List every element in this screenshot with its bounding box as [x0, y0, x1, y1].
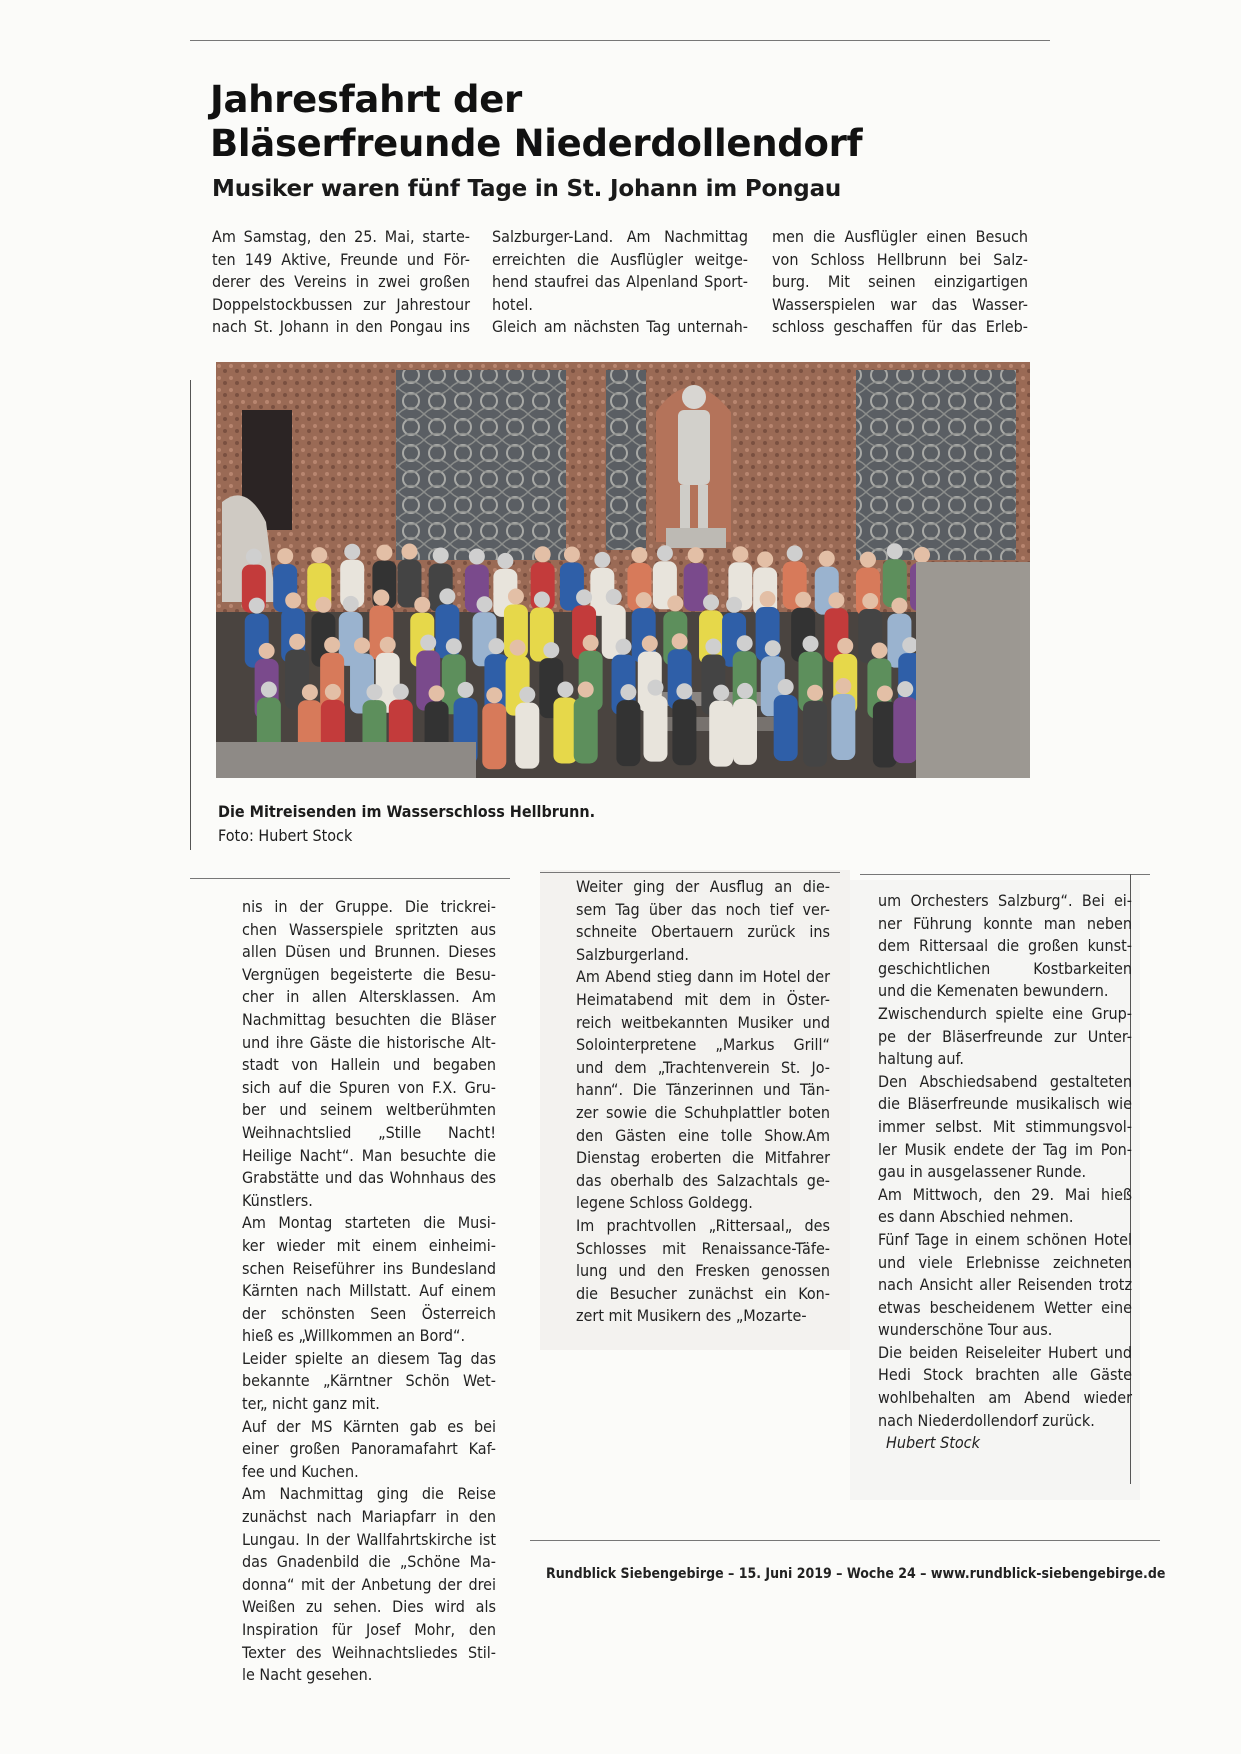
- text-line: geschichtlichen Kostbarkeiten: [878, 958, 1132, 978]
- photo-credit: Foto: Hubert Stock: [218, 826, 353, 845]
- text-line: Heilige Nacht“. Man besuchte die: [242, 1145, 496, 1165]
- footer-line: Rundblick Siebengebirge – 15. Juni 2019 – Woche 24 – www.rundblick-siebengebirge.de: [546, 1566, 1166, 1582]
- body-column-3: [878, 890, 1132, 1455]
- text-line: Gleich am nächsten Tag unternah-: [492, 317, 748, 337]
- text-line: haltung auf.: [878, 1049, 964, 1069]
- text-line: zunächst nach Mariapfarr in den: [242, 1507, 496, 1527]
- text-line: und dem „Trachtenverein St. Jo-: [576, 1057, 830, 1077]
- text-line: immer selbst. Mit stimmungsvol-: [878, 1116, 1132, 1136]
- body-column-2: [576, 876, 830, 1328]
- text-line: Fünf Tage in einem schönen Hotel: [878, 1229, 1132, 1249]
- column-rule: [190, 878, 510, 879]
- text-line: Künstlers.: [242, 1190, 313, 1210]
- subheadline: Musiker waren fünf Tage in St. Johann im Pongau: [212, 176, 842, 202]
- text-line: donna“ mit der Anbetung der drei: [242, 1574, 496, 1594]
- text-line: Auf der MS Kärnten gab es bei: [242, 1416, 496, 1436]
- text-line: burg. Mit seinen einzigartigen: [772, 272, 1028, 292]
- text-line: das Gnadenbild die „Schöne Ma-: [242, 1552, 496, 1572]
- text-line: zer sowie die Schuhplattler boten: [576, 1102, 830, 1122]
- intro-column-3: [772, 226, 1028, 339]
- text-line: ten 149 Aktive, Freunde und För-: [212, 249, 470, 269]
- text-line: Am Mittwoch, den 29. Mai hieß: [878, 1184, 1132, 1204]
- text-line: Kärnten nach Millstatt. Auf einem: [242, 1281, 496, 1301]
- text-line: derer des Vereins in zwei großen: [212, 272, 470, 292]
- text-line: einer großen Panoramafahrt Kaf-: [242, 1439, 496, 1459]
- text-line: etwas bescheidenem Wetter eine: [878, 1297, 1132, 1317]
- text-line: Zwischendurch spielte eine Grup-: [878, 1003, 1132, 1023]
- text-line: Doppelstockbussen zur Jahrestour: [212, 294, 470, 314]
- text-line: und ihre Gäste die historische Alt-: [242, 1032, 496, 1052]
- text-line: pe der Bläserfreunde zur Unter-: [878, 1026, 1132, 1046]
- text-line: Die beiden Reiseleiter Hubert und: [878, 1342, 1132, 1362]
- text-line: nach St. Johann in den Pongau ins: [212, 317, 470, 337]
- headline-line-2: Bläserfreunde Niederdollendorf: [210, 122, 863, 165]
- text-line: le Nacht gesehen.: [242, 1665, 373, 1685]
- text-line: Dienstag eroberten die Mitfahrer: [576, 1148, 830, 1168]
- text-line: sem Tag über das noch tief ver-: [576, 899, 830, 919]
- text-line: ler Musik endete der Tag im Pon-: [878, 1139, 1132, 1159]
- text-line: reich weitbekannten Musiker und: [576, 1012, 830, 1032]
- text-line: erreichten die Ausflügler weitge-: [492, 249, 748, 269]
- text-line: schloss geschaffen für das Erleb-: [772, 317, 1028, 337]
- text-line: Am Nachmittag ging die Reise: [242, 1484, 496, 1504]
- photo-caption: [218, 800, 595, 848]
- text-line: chen Wasserspiele spritzten aus: [242, 919, 496, 939]
- text-line: und viele Erlebnisse zeichneten: [878, 1252, 1132, 1272]
- body-column-1: [242, 896, 496, 1687]
- text-line: Weiter ging der Ausflug an die-: [576, 877, 830, 896]
- text-line: Im prachtvollen „Rittersaal„ des: [576, 1215, 830, 1235]
- text-line: Am Montag starteten die Musi-: [242, 1213, 496, 1233]
- text-line: hieß es „Willkommen an Bord“.: [242, 1326, 466, 1346]
- text-line: allen Düsen und Brunnen. Dieses: [242, 942, 496, 962]
- text-line: Inspiration für Josef Mohr, den: [242, 1620, 496, 1639]
- text-line: es dann Abschied nehmen.: [878, 1207, 1074, 1227]
- top-rule: [190, 40, 1050, 41]
- text-line: Hedi Stock brachten alle Gäste: [878, 1365, 1132, 1385]
- left-rule: [190, 380, 191, 850]
- text-line: die Besucher zunächst ein Kon-: [576, 1283, 830, 1303]
- text-line: Solointerpretene „Markus Grill“: [576, 1035, 830, 1055]
- text-line: den Gästen eine tolle Show.Am: [576, 1125, 830, 1145]
- text-line: Texter des Weihnachtsliedes Stil-: [242, 1642, 496, 1662]
- text-line: von Schloss Hellbrunn bei Salz-: [772, 249, 1028, 269]
- text-line: ker wieder mit einem einheimi-: [242, 1235, 496, 1255]
- text-line: Grabstätte und das Wohnhaus des: [242, 1168, 496, 1188]
- text-line: das oberhalb des Salzachtals ge-: [576, 1170, 830, 1190]
- text-line: schen Reiseführer ins Bundesland: [242, 1258, 496, 1278]
- text-line: und die Kemenaten bewundern.: [878, 981, 1109, 1001]
- text-line: Leider spielte an diesem Tag das: [242, 1348, 496, 1368]
- text-line: nach Niederdollendorf zurück.: [878, 1410, 1095, 1430]
- text-line: die Bläserfreunde musikalisch wie: [878, 1094, 1132, 1114]
- column-rule: [540, 872, 840, 873]
- text-line: bekannte „Kärntner Schön Wet-: [242, 1371, 496, 1391]
- text-line: Vergnügen begeisterte die Besu-: [242, 964, 496, 984]
- byline: Hubert Stock: [886, 1433, 980, 1453]
- text-line: nis in der Gruppe. Die trickrei-: [242, 897, 496, 916]
- text-line: um Orchesters Salzburg“. Bei ei-: [878, 891, 1132, 910]
- text-line: Weißen zu sehen. Dies wird als: [242, 1597, 496, 1617]
- text-line: Heimatabend mit dem in Öster-: [576, 989, 830, 1009]
- text-line: Den Abschiedsabend gestalteten: [878, 1071, 1132, 1091]
- text-line: hend staufrei das Alpenland Sport-: [492, 272, 748, 292]
- text-line: men die Ausflügler einen Besuch: [772, 227, 1028, 246]
- text-line: sich auf die Spuren von F.X. Gru-: [242, 1077, 496, 1097]
- text-line: gau in ausgelassener Runde.: [878, 1162, 1087, 1182]
- text-line: stadt von Hallein und begaben: [242, 1055, 496, 1075]
- text-line: schneite Obertauern zurück ins: [576, 922, 830, 942]
- text-line: hann“. Die Tänzerinnen und Tän-: [576, 1080, 830, 1100]
- text-line: ter„ nicht ganz mit.: [242, 1394, 380, 1414]
- headline: [210, 78, 1010, 166]
- text-line: hotel.: [492, 294, 533, 314]
- text-line: ber und seinem weltberühmten: [242, 1100, 496, 1120]
- text-line: Lungau. In der Wallfahrtskirche ist: [242, 1529, 496, 1549]
- group-photo: [216, 362, 1030, 778]
- text-line: wunderschöne Tour aus.: [878, 1320, 1053, 1340]
- text-line: lung und den Fresken genossen: [576, 1261, 830, 1281]
- text-line: zert mit Musikern des „Mozarte-: [576, 1306, 807, 1326]
- intro-column-1: [212, 226, 470, 339]
- text-line: wohlbehalten am Abend wieder: [878, 1388, 1132, 1408]
- text-line: Schlosses mit Renaissance-Täfe-: [576, 1238, 830, 1258]
- text-line: Weihnachtslied „Stille Nacht!: [242, 1122, 496, 1142]
- text-line: Am Samstag, den 25. Mai, starte-: [212, 227, 470, 246]
- text-line: Am Abend stieg dann im Hotel der: [576, 967, 830, 987]
- text-line: der schönsten Seen Österreich: [242, 1303, 496, 1323]
- text-line: legene Schloss Goldegg.: [576, 1193, 753, 1213]
- text-line: Wasserspielen war das Wasser-: [772, 294, 1028, 314]
- footer-rule: [530, 1540, 1160, 1541]
- text-line: cher in allen Altersklassen. Am: [242, 987, 496, 1007]
- text-line: ner Führung konnte man neben: [878, 913, 1132, 933]
- headline-line-1: Jahresfahrt der: [210, 78, 522, 121]
- text-line: Nachmittag besuchten die Bläser: [242, 1009, 496, 1029]
- group-photo-image: [216, 362, 1030, 778]
- text-line: dem Rittersaal die großen kunst-: [878, 936, 1132, 956]
- text-line: fee und Kuchen.: [242, 1461, 359, 1481]
- intro-column-2: [492, 226, 748, 339]
- column-rule: [860, 874, 1150, 875]
- text-line: Salzburger-Land. Am Nachmittag: [492, 227, 748, 246]
- caption-text: Die Mitreisenden im Wasserschloss Hellbrunn.: [218, 802, 596, 821]
- text-line: nach Ansicht aller Reisenden trotz: [878, 1275, 1132, 1295]
- text-line: Salzburgerland.: [576, 944, 689, 964]
